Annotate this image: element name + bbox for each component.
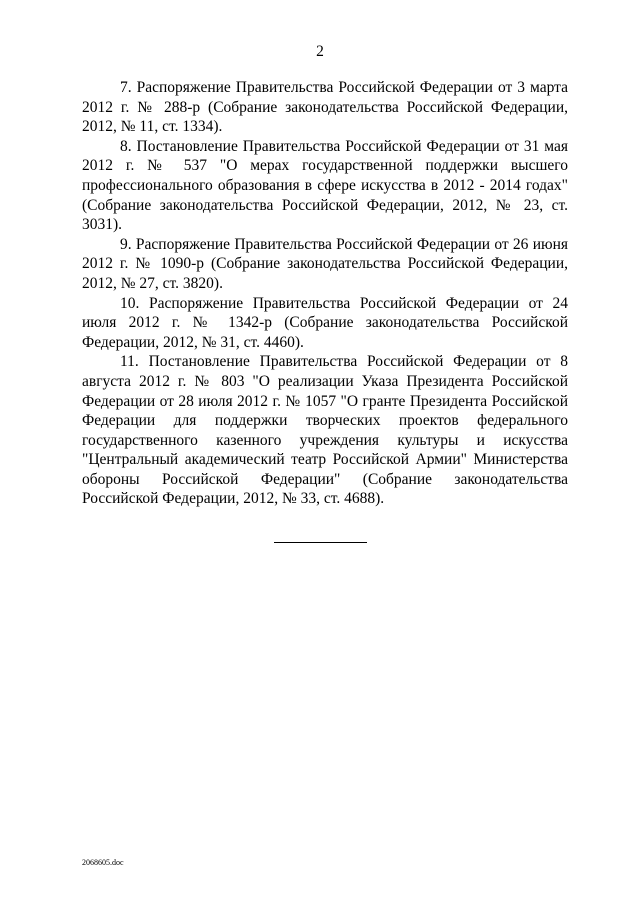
section-divider	[274, 542, 367, 543]
page-number: 2	[316, 43, 324, 60]
footer-filename: 2068605.doc	[82, 858, 124, 867]
list-item: 11. Постановление Правительства Российской Федерации от 8 августа 2012 г. № 803 "О реализации Указа Президента Российской Федерации от 28 июля 2012 г. № 1057 "О гранте Президента Российской Федерации для поддержки творческих проектов федерального государственного казенного учреждения культуры и искусства "Центральный академический театр Российской Армии" Министерства обороны Российской Федерации" (Собрание законодательства Российской Федерации, 2012, № 33, ст. 4688).	[82, 353, 568, 508]
document-body	[82, 78, 568, 509]
list-item: 10. Распоряжение Правительства Российской Федерации от 24 июля 2012 г. № 1342-р (Собрание законодательства Российской Федерации, 2012, № 31, ст. 4460).	[82, 294, 568, 351]
list-item: 8. Постановление Правительства Российской Федерации от 31 мая 2012 г. № 537 "О мерах государственной поддержки высшего профессионального образования в сфере искусства в 2012 - 2014 годах" (Собрание законодательства Российской Федерации, 2012, № 23, ст. 3031).	[82, 137, 568, 234]
list-item: 7. Распоряжение Правительства Российской Федерации от 3 марта 2012 г. № 288-р (Собрание законодательства Российской Федерации, 2012, № 11, ст. 1334).	[82, 79, 568, 136]
list-item: 9. Распоряжение Правительства Российской Федерации от 26 июня 2012 г. № 1090-р (Собрание законодательства Российской Федерации, 2012, № 27, ст. 3820).	[82, 235, 568, 292]
